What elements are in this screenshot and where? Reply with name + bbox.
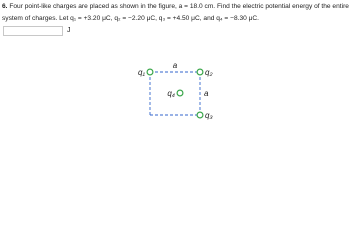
charge-q1-marker <box>147 69 153 75</box>
charge-q3-label: q₃ <box>205 111 213 120</box>
charge-q3 <box>197 111 213 120</box>
problem-number: 6. <box>2 3 8 10</box>
problem-text-line-1: Four point-like charges are placed as shown in the figure, a = 18.0 cm. Find the electric potential energy of the entire <box>9 3 349 10</box>
problem-text-line-2: system of charges. Let q₁ = +3.20 μC, q₂ = −2.20 μC, q₃ = +4.50 μC, and q₄ = −8.30 μC. <box>2 15 260 22</box>
charge-q2-marker <box>197 69 203 75</box>
charge-q4 <box>167 89 183 98</box>
answer-unit: J <box>67 27 71 34</box>
charge-q4-marker <box>177 90 183 96</box>
charge-q3-marker <box>197 112 203 118</box>
charge-q4-label: q₄ <box>167 89 175 98</box>
charge-q2-label: q₂ <box>205 68 213 77</box>
side-label-right: a <box>204 89 209 98</box>
square-outline <box>150 72 200 115</box>
charge-q1 <box>138 68 153 77</box>
side-label-top: a <box>172 61 178 70</box>
charge-q1-label: q₁ <box>138 68 145 77</box>
charge-q2 <box>197 68 212 77</box>
